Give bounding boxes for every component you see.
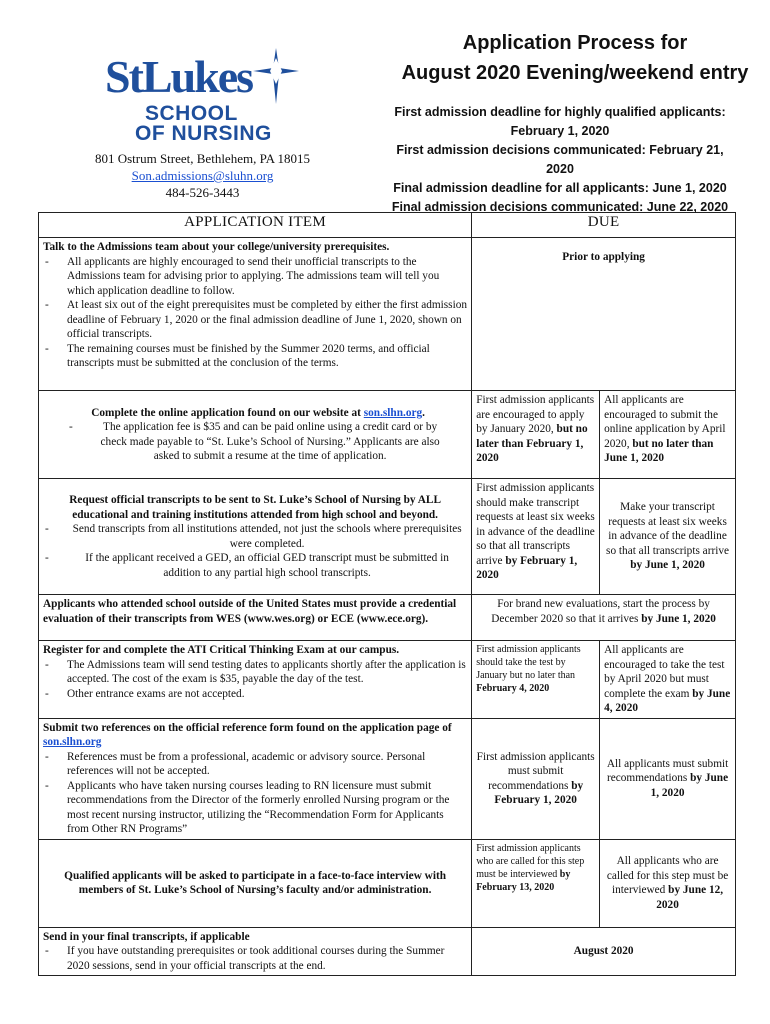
item-bullet: - The application fee is $35 and can be paid online using a credit card or by check made payable to “St. Luke’s School of Nursing.” Applicants are also asked to submit a resume at the time of application.: [67, 420, 449, 464]
phone: 484-526-3443: [165, 185, 240, 200]
item-title: Send in your final transcripts, if applicable: [43, 930, 250, 943]
item-bullet: - The remaining courses must be finished by the Summer 2020 terms, and official transcripts must be submitted at the conclusion of the terms.: [43, 342, 467, 371]
header-due: DUE: [472, 213, 736, 238]
due-first-date: by February 13, 2020: [476, 868, 571, 893]
table-row: [39, 391, 736, 479]
due-all-cell: [600, 479, 736, 595]
email-link[interactable]: Son.admissions@sluhn.org: [131, 168, 274, 183]
application-table: [38, 212, 736, 976]
deadline-line: First admission deadline for highly qualified applicants:: [394, 105, 726, 119]
due-first-date: by February 1, 2020: [494, 779, 584, 806]
table-row: [39, 839, 736, 927]
table-row: [39, 718, 736, 839]
due-all-date: but no later than June 1, 2020: [604, 437, 714, 464]
logo-wordmark: StLukes: [105, 51, 253, 102]
due-cell: [472, 595, 736, 641]
due-first-date: February 4, 2020: [476, 683, 550, 694]
due-first-cell: [472, 718, 600, 839]
item-cell: [39, 718, 472, 839]
due-date: by June 1, 2020: [641, 612, 716, 625]
due-first-text: First admission applicants are encouraged to apply by January 2020,: [476, 394, 595, 435]
item-cell: Qualified applicants will be asked to participate in a face-to-face interview with members of St. Luke’s School of Nursing’s faculty and/or administration.: [39, 839, 472, 927]
due-all-date: by June 1, 2020: [650, 772, 729, 799]
item-bullet: - Send transcripts from all institutions attended, not just the schools where prerequisites were completed.: [43, 522, 467, 551]
table-header-row: [39, 213, 736, 238]
due-all-cell: [600, 391, 736, 479]
item-bullet: - If you have outstanding prerequisites or took additional courses during the Summer 2020 sessions, send in your official transcripts at the end.: [43, 944, 467, 973]
item-bullet: - The Admissions team will send testing dates to applicants shortly after the application is accepted. The cost of the exam is $35, payable the day of the test.: [43, 658, 467, 687]
due-first-date: but no later than February 1, 2020: [476, 423, 588, 464]
due-all-text: All applicants are encouraged to take the test by April 2020 but must complete the exam: [604, 644, 725, 700]
due-cell: August 2020: [472, 927, 736, 976]
item-cell: [39, 927, 472, 976]
logo-nursing: OF NURSING: [135, 122, 272, 145]
item-title-text: Complete the online application found on our website at: [91, 406, 364, 419]
item-title: [67, 406, 449, 421]
item-cell: [39, 479, 472, 595]
deadline-line: First admission decisions communicated: February 21, 2020: [396, 143, 724, 176]
due-first-text: First admission applicants should take the test by January but no later than: [476, 644, 581, 681]
due-text: For brand new evaluations, start the process by December 2020 so that it arrives: [491, 598, 710, 625]
item-bullet: - All applicants are highly encouraged to send their unofficial transcripts to the Admissions team for advising prior to applying. The admissions team will tell you which application deadline to follow.: [43, 255, 467, 299]
logo-school: SCHOOL: [145, 102, 238, 125]
website-link[interactable]: son.slhn.org: [43, 736, 102, 748]
item-bullet: - If the applicant received a GED, an official GED transcript must be submitted in addition to any partial high school transcripts.: [43, 551, 467, 580]
due-cell: Prior to applying: [472, 238, 736, 391]
item-title: Applicants who attended school outside of the United States must provide a credential evaluation of their transcripts from WES (www.wes.org) or ECE (www.ece.org).: [43, 598, 457, 625]
due-all-text: Make your transcript requests at least six weeks in advance of the deadline so that all transcripts arrive: [606, 501, 730, 557]
table-row: [39, 479, 736, 595]
item-cell: [39, 391, 472, 479]
due-all-text: All applicants are encouraged to submit the online application by April 2020,: [604, 394, 726, 450]
star-cross-icon: [253, 48, 299, 104]
page-title: [390, 28, 760, 88]
due-first-date: by February 1, 2020: [476, 554, 578, 581]
item-title-end: .: [422, 406, 425, 419]
item-cell: [39, 238, 472, 391]
table-row: [39, 595, 736, 641]
website-link[interactable]: son.slhn.org: [363, 406, 423, 419]
due-first-text: First admission applicants should make transcript requests at least six weeks in advance of the deadline so that all transcripts arrive: [476, 482, 595, 567]
due-all-date: by June 4, 2020: [604, 687, 731, 714]
due-first-cell: [472, 641, 600, 719]
item-cell: [39, 595, 472, 641]
contact-block: [60, 150, 345, 201]
item-bullet: - References must be from a professional, academic or advisory source. Personal references will not be accepted.: [43, 750, 467, 779]
deadline-line: Final admission deadline for all applicants: June 1, 2020: [393, 181, 727, 195]
due-all-date: by June 12, 2020: [656, 884, 724, 911]
item-title: [43, 721, 467, 750]
due-all-date: by June 1, 2020: [630, 559, 705, 572]
address: 801 Ostrum Street, Bethlehem, PA 18015: [94, 151, 311, 166]
due-all-cell: [600, 718, 736, 839]
due-all-cell: [600, 641, 736, 719]
item-bullet: - Other entrance exams are not accepted.: [43, 687, 467, 702]
item-title: Request official transcripts to be sent to St. Luke’s School of Nursing by ALL educational and training institutions attended from high school and beyond.: [69, 494, 441, 521]
header-application-item: APPLICATION ITEM: [39, 213, 472, 238]
deadline-line: Final admission decisions communicated: June 22, 2020: [391, 200, 729, 214]
item-title: Register for and complete the ATI Critical Thinking Exam at our campus.: [43, 644, 400, 656]
table-row: [39, 927, 736, 976]
table-row: [39, 641, 736, 719]
due-first-cell: [472, 391, 600, 479]
due-first-text: First admission applicants who are called for this step must be interviewed: [476, 842, 585, 880]
due-all-text: All applicants who are called for this step must be interviewed: [606, 855, 729, 896]
table-row: [39, 238, 736, 391]
due-first-cell: [472, 839, 600, 927]
item-bullet: - At least six out of the eight prerequisites must be completed by either the first admission deadline of February 1, 2020 or the final admission deadline of June 1, 2020, shown on official transcripts.: [43, 298, 467, 342]
due-all-text: All applicants must submit recommendations: [606, 757, 729, 785]
due-all-cell: [600, 839, 736, 927]
title-line-1: Application Process for: [462, 32, 688, 54]
due-first-cell: [472, 479, 600, 595]
item-title-text: Submit two references on the official reference form found on the application page of: [43, 721, 452, 734]
item-title: Talk to the Admissions team about your college/university prerequisites.: [43, 241, 390, 253]
item-cell: [39, 641, 472, 719]
due-first-text: First admission applicants must submit recommendations: [476, 750, 595, 792]
deadline-line: February 1, 2020: [510, 124, 610, 138]
title-line-2: August 2020 Evening/weekend entry: [401, 62, 749, 84]
item-bullet: - Applicants who have taken nursing courses leading to RN licensure must submit recommendations from the Director of the formerly enrolled Nursing program or the most recent nursing instructor, utilizing the “Recommendation Form for Applicants from Other RN Programs”: [43, 779, 467, 837]
deadlines-block: [385, 103, 735, 217]
school-logo: [105, 48, 305, 146]
